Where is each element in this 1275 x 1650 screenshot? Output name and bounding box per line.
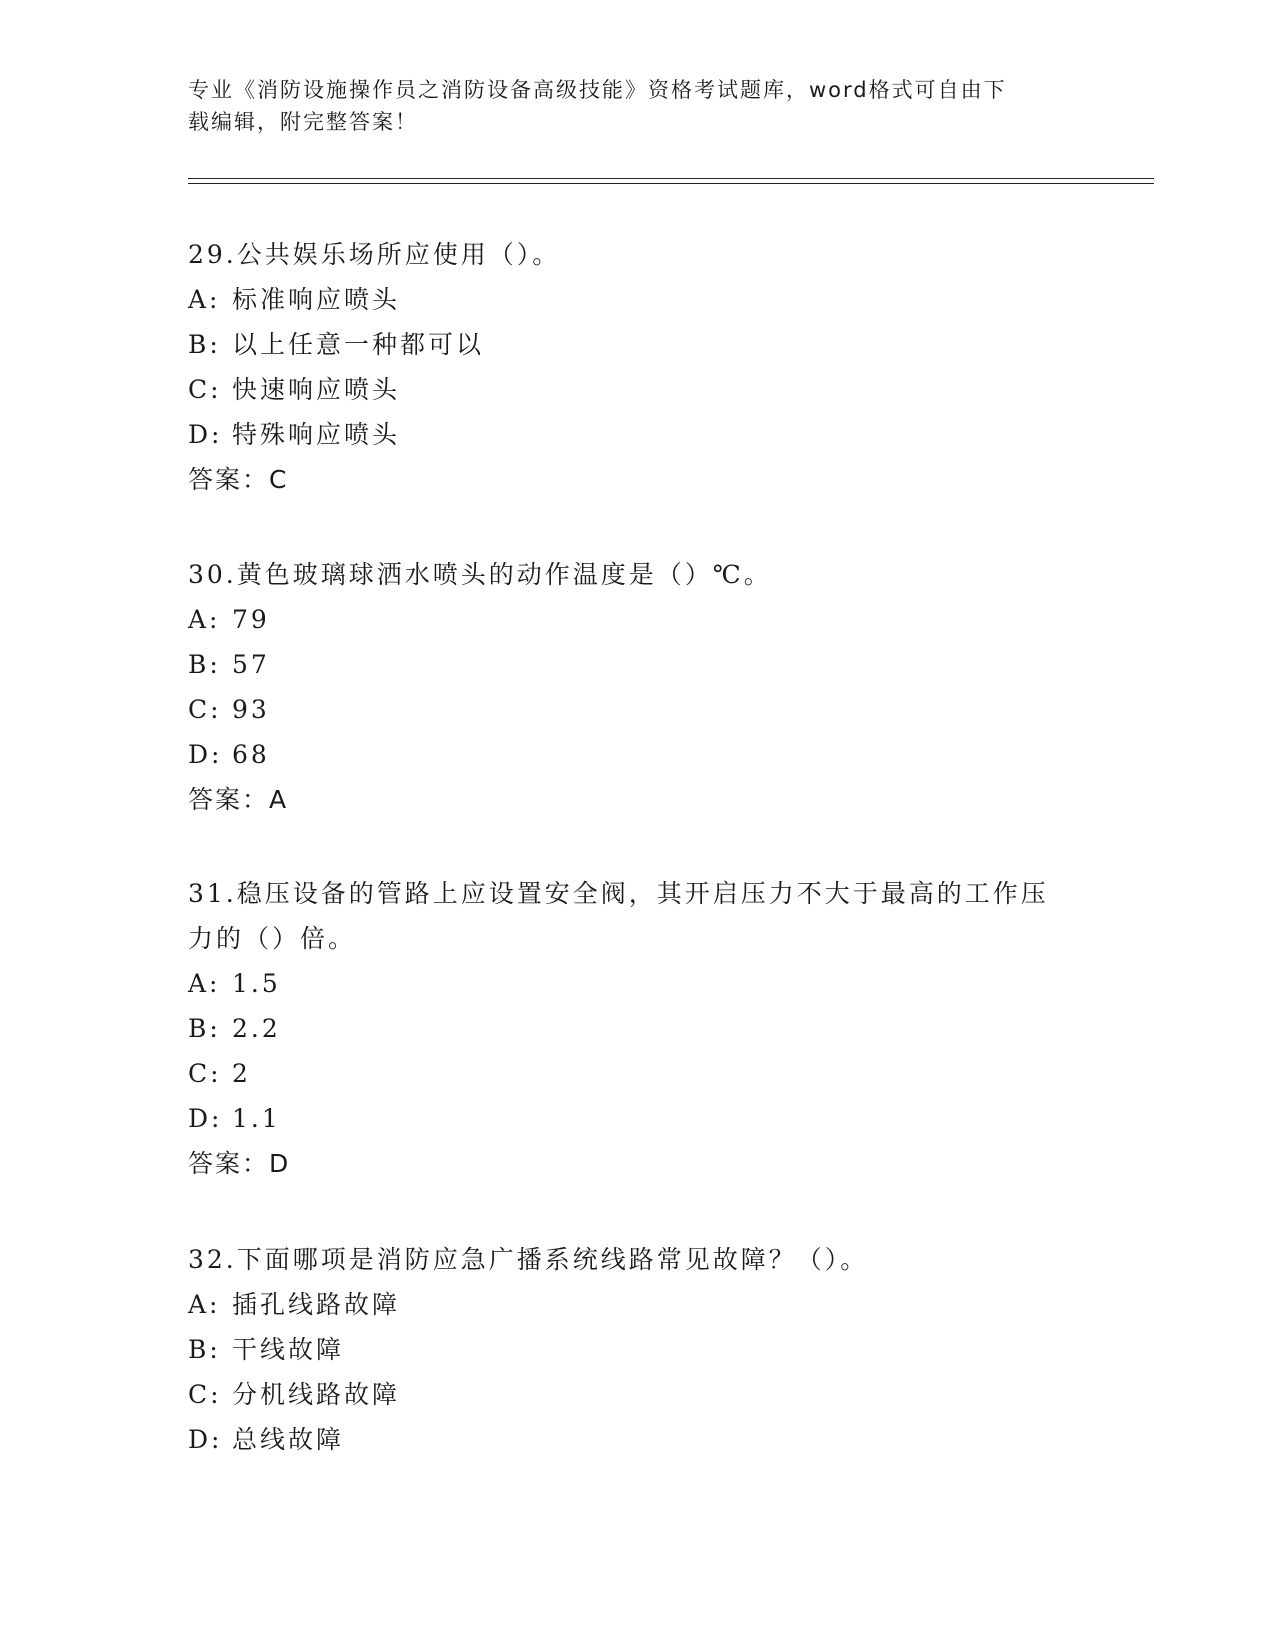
option-text: 分机线路故障	[232, 1380, 401, 1409]
option-letter: A:	[188, 605, 221, 634]
option-letter: A:	[188, 1290, 221, 1319]
option-d	[188, 732, 1088, 777]
option-text: 79	[232, 605, 270, 634]
option-text: 快速响应喷头	[232, 375, 401, 404]
header-divider-top	[188, 178, 1154, 179]
option-letter: C:	[188, 375, 222, 404]
document-header	[188, 74, 1088, 138]
option-a	[188, 277, 1088, 322]
option-text: 2.2	[232, 1014, 281, 1043]
option-letter: B:	[188, 1014, 221, 1043]
option-text: 总线故障	[232, 1425, 345, 1454]
option-d	[188, 1417, 1088, 1462]
header-divider-bottom	[188, 183, 1154, 184]
option-text: 2	[232, 1059, 251, 1088]
option-letter: B:	[188, 650, 221, 679]
option-b	[188, 322, 1088, 367]
option-text: 68	[232, 740, 270, 769]
option-c	[188, 687, 1088, 732]
option-letter: B:	[188, 330, 221, 359]
option-letter: D:	[188, 420, 223, 449]
option-letter: C:	[188, 1380, 222, 1409]
option-a	[188, 597, 1088, 642]
answer-line: 答案：C	[188, 465, 289, 494]
option-letter: D:	[188, 740, 223, 769]
option-letter: C:	[188, 695, 222, 724]
question-stem: 29.公共娱乐场所应使用（）。	[188, 240, 561, 269]
option-a	[188, 961, 1088, 1006]
option-text: 1.1	[232, 1104, 281, 1133]
option-c	[188, 367, 1088, 412]
option-text: 57	[232, 650, 270, 679]
question-stem: 32.下面哪项是消防应急广播系统线路常见故障？（）。	[188, 1245, 869, 1274]
option-a	[188, 1282, 1088, 1327]
option-text: 以上任意一种都可以	[232, 330, 485, 359]
answer-line: 答案：A	[188, 785, 289, 814]
question-stem-line-1: 31.稳压设备的管路上应设置安全阀，其开启压力不大于最高的工作压	[188, 879, 1049, 908]
question-30	[188, 552, 1088, 822]
header-line-1: 专业《消防设施操作员之消防设备高级技能》资格考试题库，word格式可自由下	[188, 78, 1007, 102]
question-31	[188, 871, 1088, 1186]
question-stem-line-2: 力的（）倍。	[188, 924, 357, 953]
option-letter: A:	[188, 969, 221, 998]
option-b	[188, 1327, 1088, 1372]
option-text: 干线故障	[232, 1335, 345, 1364]
option-letter: C:	[188, 1059, 222, 1088]
option-d	[188, 412, 1088, 457]
question-29	[188, 232, 1088, 502]
question-stem: 30.黄色玻璃球洒水喷头的动作温度是（）℃。	[188, 560, 772, 589]
option-letter: B:	[188, 1335, 221, 1364]
answer-line: 答案：D	[188, 1149, 291, 1178]
option-letter: D:	[188, 1104, 223, 1133]
option-text: 插孔线路故障	[232, 1290, 401, 1319]
option-text: 93	[232, 695, 270, 724]
option-b	[188, 642, 1088, 687]
option-c	[188, 1051, 1088, 1096]
option-text: 标准响应喷头	[232, 285, 401, 314]
header-line-2: 载编辑，附完整答案！	[188, 110, 418, 134]
option-letter: D:	[188, 1425, 223, 1454]
option-d	[188, 1096, 1088, 1141]
question-32	[188, 1237, 1088, 1462]
option-text: 特殊响应喷头	[232, 420, 401, 449]
option-letter: A:	[188, 285, 221, 314]
option-c	[188, 1372, 1088, 1417]
option-b	[188, 1006, 1088, 1051]
option-text: 1.5	[232, 969, 281, 998]
